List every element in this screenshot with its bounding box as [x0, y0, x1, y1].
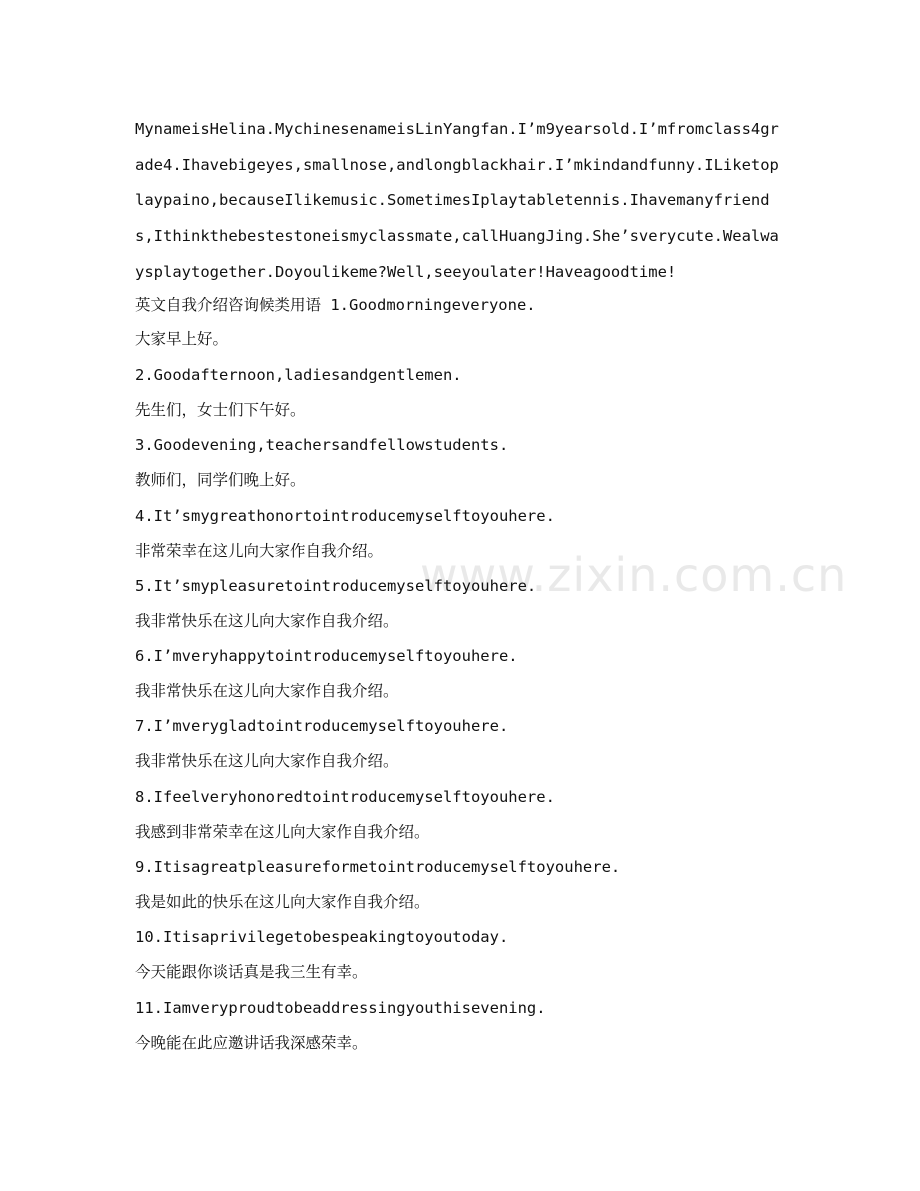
text-line: 我非常快乐在这儿向大家作自我介绍。	[135, 752, 399, 770]
text-line: 非常荣幸在这儿向大家作自我介绍。	[135, 542, 384, 560]
text-line: 我非常快乐在这儿向大家作自我介绍。	[135, 612, 399, 630]
intro-paragraph: MynameisHelina.MychinesenameisLinYangfan.I’m9yearsold.I’mfromclass4grade4.Ihavebigeyes,smallnose,andlongblackhair.I’mkindandfunny.ILiketoplaypaino,becauseIlikemusic.SometimesIplaytabletennis.Ihavemanyfriends,Ithinkthebestestoneismyclassmate,callHuangJing.She’sverycute.Wealwaysplaytogether.Doyoulikeme?Well,seeyoulater!Haveagoodtime!	[135, 120, 779, 281]
text-line: 今晚能在此应邀讲话我深感荣幸。	[135, 1034, 368, 1052]
text-line: 9.Itisagreatpleasureformetointroducemyselftoyouhere.	[135, 858, 621, 876]
text-line: 我是如此的快乐在这儿向大家作自我介绍。	[135, 893, 430, 911]
text-line: 我非常快乐在这儿向大家作自我介绍。	[135, 682, 399, 700]
text-line: 大家早上好。	[135, 330, 229, 348]
text-line: 7.I’mverygladtointroducemyselftoyouhere.	[135, 717, 509, 735]
text-line: 11.Iamveryproudtobeaddressingyouthisevening.	[135, 999, 546, 1017]
text-line: 6.I’mveryhappytointroducemyselftoyouhere.	[135, 647, 518, 665]
text-line: 我感到非常荣幸在这儿向大家作自我介绍。	[135, 823, 430, 841]
text-line: 8.Ifeelveryhonoredtointroducemyselftoyouhere.	[135, 788, 555, 806]
text-line: 4.It’smygreathonortointroducemyselftoyouhere.	[135, 507, 555, 525]
text-line: 教师们，同学们晚上好。	[135, 471, 306, 489]
text-line: 今天能跟你谈话真是我三生有幸。	[135, 963, 368, 981]
watermark: www.zixin.com.cn	[420, 548, 848, 602]
text-line: 10.Itisaprivilegetobespeakingtoyoutoday.	[135, 928, 509, 946]
text-line: 2.Goodafternoon,ladiesandgentlemen.	[135, 366, 462, 384]
text-line: 3.Goodevening,teachersandfellowstudents.	[135, 436, 509, 454]
text-line: 5.It’smypleasuretointroducemyselftoyouhere.	[135, 577, 537, 595]
text-line: 英文自我介绍咨询候类用语 1.Goodmorningeveryone.	[135, 296, 536, 314]
text-line: 先生们，女士们下午好。	[135, 401, 306, 419]
